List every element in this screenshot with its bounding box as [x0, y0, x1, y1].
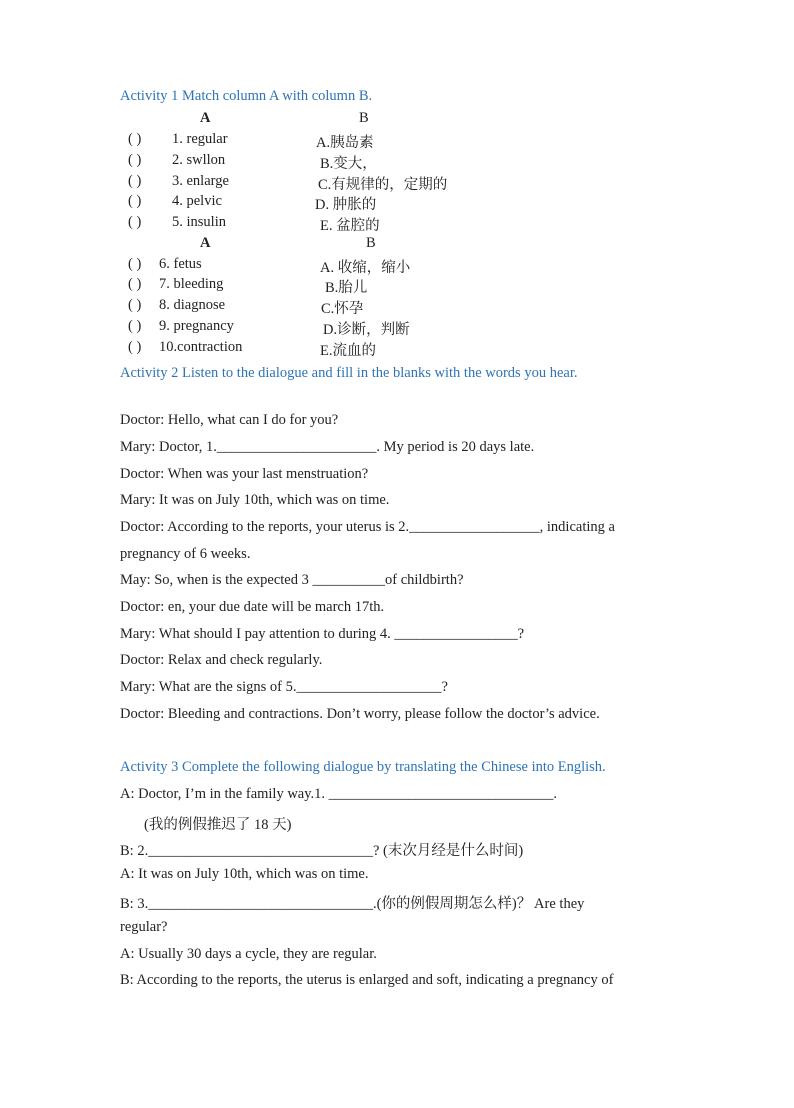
term-b: C.怀孕 [321, 301, 364, 317]
match-row [128, 173, 728, 193]
dialogue-line: pregnancy of 6 weeks. [120, 546, 251, 562]
answer-blank: ( ) [128, 173, 142, 189]
term-a: 3. enlarge [172, 173, 229, 189]
term-a: 7. bleeding [159, 276, 224, 292]
dialogue-line: B: 3._______________________________.(你的例假周期怎么样)？ Are they [120, 896, 585, 912]
answer-blank: ( ) [128, 276, 142, 292]
term-b: B.变大， [320, 156, 377, 172]
activity2-heading: Activity 2 Listen to the dialogue and fill in the blanks with the words you hear. [120, 365, 578, 381]
activity1-heading: Activity 1 Match column A with column B. [120, 88, 373, 104]
match-row [128, 214, 728, 234]
match-row [128, 297, 728, 317]
dialogue-line: B: According to the reports, the uterus is enlarged and soft, indicating a pregnancy of [120, 972, 614, 988]
dialogue-line: May: So, when is the expected 3 __________of childbirth? [120, 572, 464, 588]
dialogue-line: Mary: What are the signs of 5.____________________? [120, 679, 448, 695]
term-b: B.胎儿 [325, 280, 368, 296]
dialogue-line: regular? [120, 919, 168, 935]
match-row [128, 339, 728, 359]
match-row [128, 152, 728, 172]
match-row [128, 131, 728, 151]
answer-blank: ( ) [128, 193, 142, 209]
answer-blank: ( ) [128, 131, 142, 147]
dialogue-line: Mary: What should I pay attention to during 4. _________________? [120, 626, 525, 642]
dialogue-line: A: Usually 30 days a cycle, they are regular. [120, 946, 377, 962]
term-b: D.诊断，判断 [323, 322, 410, 338]
dialogue-line: Mary: Doctor, 1.______________________. My period is 20 days late. [120, 439, 535, 455]
dialogue-line: A: It was on July 10th, which was on time. [120, 866, 369, 882]
dialogue-line: Doctor: en, your due date will be march 17th. [120, 599, 385, 615]
term-a: 2. swllon [172, 152, 226, 168]
answer-blank: ( ) [128, 297, 142, 313]
column-b-header: B [359, 110, 369, 126]
term-b: A.胰岛素 [316, 135, 374, 151]
dialogue-line: Doctor: Bleeding and contractions. Don’t worry, please follow the doctor’s advice. [120, 706, 600, 722]
match-row [128, 276, 728, 296]
match-row [128, 318, 728, 338]
column-a-header: A [200, 235, 211, 251]
term-a: 1. regular [172, 131, 228, 147]
answer-blank: ( ) [128, 318, 142, 334]
answer-blank: ( ) [128, 214, 142, 230]
term-a: 5. insulin [172, 214, 226, 230]
dialogue-line: Mary: It was on July 10th, which was on time. [120, 492, 390, 508]
dialogue-line: B: 2._______________________________? (末次月经是什么时间) [120, 843, 524, 859]
column-a-header: A [200, 110, 211, 126]
dialogue-line: Doctor: According to the reports, your uterus is 2.__________________, indicating a [120, 519, 615, 535]
column-b-header: B [366, 235, 376, 251]
dialogue-line: Doctor: Hello, what can I do for you? [120, 412, 339, 428]
term-b: A. 收缩，缩小 [320, 260, 411, 276]
term-b: C.有规律的，定期的 [318, 177, 448, 193]
dialogue-line: A: Doctor, I’m in the family way.1. _______________________________. [120, 786, 558, 802]
answer-blank: ( ) [128, 339, 142, 355]
term-a: 4. pelvic [172, 193, 222, 209]
activity3-heading: Activity 3 Complete the following dialogue by translating the Chinese into English. [120, 759, 606, 775]
term-a: 8. diagnose [159, 297, 226, 313]
term-b: D. 肿胀的 [315, 197, 377, 213]
term-a: 10.contraction [159, 339, 243, 355]
dialogue-line: Doctor: When was your last menstruation? [120, 466, 369, 482]
answer-blank: ( ) [128, 152, 142, 168]
answer-blank: ( ) [128, 256, 142, 272]
term-a: 6. fetus [159, 256, 202, 272]
match-row [128, 256, 728, 276]
term-b: E. 盆腔的 [320, 218, 380, 234]
dialogue-line: Doctor: Relax and check regularly. [120, 652, 323, 668]
match-row [128, 193, 728, 213]
term-a: 9. pregnancy [159, 318, 234, 334]
term-b: E.流血的 [320, 343, 376, 359]
chinese-hint: (我的例假推迟了 18 天) [144, 817, 292, 833]
